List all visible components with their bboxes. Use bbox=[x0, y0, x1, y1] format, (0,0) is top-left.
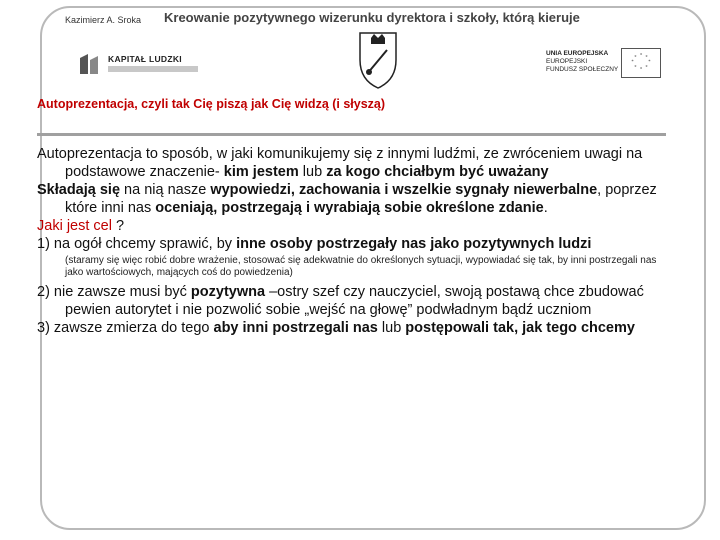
svg-text:*: * bbox=[645, 65, 648, 71]
svg-text:*: * bbox=[639, 67, 643, 73]
eu-flag-icon bbox=[621, 48, 661, 78]
goal-question: Jaki jest cel bbox=[37, 218, 112, 234]
divider bbox=[37, 133, 666, 136]
author-name: Kazimierz A. Sroka bbox=[65, 15, 142, 25]
slide-subtitle: Autoprezentacja, czyli tak Cię piszą jak Cię widzą (i słyszą) bbox=[37, 97, 386, 111]
paragraph-goal-2: 2) nie zawsze musi być pozytywna –ostry szef czy nauczyciel, swoją postawą chce zbudować pewien autorytet i nie pozwolić sobie „wejść na głowę” podwładnym bądź uczniom bbox=[37, 284, 644, 318]
kapital-ludzki-tagline bbox=[108, 66, 198, 72]
eu-logo-line1: UNIA EUROPEJSKA bbox=[546, 50, 609, 57]
paragraph-goal-question: Jaki jest cel ? bbox=[37, 218, 125, 234]
eu-logo-line3: FUNDUSZ SPOŁECZNY bbox=[546, 66, 619, 73]
school-emblem-icon bbox=[357, 30, 399, 90]
svg-text:*: * bbox=[631, 60, 634, 65]
kapital-ludzki-logo-icon bbox=[80, 52, 100, 76]
paragraph-components: Składają się na nią nasze wypowiedzi, zachowania i wszelkie sygnały niewerbalne, poprzez które inni nas oceniają, postrzegają i wyrabiają sobie określone zdanie. bbox=[37, 182, 657, 216]
svg-text:*: * bbox=[634, 65, 637, 71]
term-autoprezentacja: Autoprezentacja bbox=[37, 146, 142, 162]
kapital-ludzki-logo bbox=[80, 50, 200, 80]
slide-title: Kreowanie pozytywnego wizerunku dyrektora i szkoły, którą kieruje bbox=[164, 10, 580, 25]
svg-text:*: * bbox=[634, 55, 637, 61]
paragraph-goal-3: 3) zawsze zmierza do tego aby inni postrzegali nas lub postępowali tak, jak tego chcemy bbox=[37, 320, 635, 336]
paragraph-goal-1: 1) na ogół chcemy sprawić, by inne osoby postrzegały nas jako pozytywnych ludzi bbox=[37, 236, 592, 252]
paragraph-definition: Autoprezentacja to sposób, w jaki komunikujemy się z innymi ludźmi, ze zwróceniem uwagi na podstawowe znaczenie- kim jestem lub za kogo chciałbym być uważany bbox=[37, 146, 643, 180]
svg-text:*: * bbox=[648, 60, 651, 65]
eu-logo-line2: EUROPEJSKI bbox=[546, 58, 588, 65]
eu-logo bbox=[546, 48, 666, 84]
svg-text:*: * bbox=[639, 53, 643, 59]
slide-content bbox=[37, 145, 667, 337]
kapital-ludzki-name: KAPITAŁ LUDZKI bbox=[108, 54, 182, 64]
paragraph-goal-1-note: (staramy się więc robić dobre wrażenie, stosować się adekwatnie do określonych sytuacji, wypowiadać się tak, by inni postrzegali nas jako wartościowych, mających coś do powiedzenia) bbox=[65, 255, 657, 278]
svg-text:*: * bbox=[645, 55, 648, 61]
